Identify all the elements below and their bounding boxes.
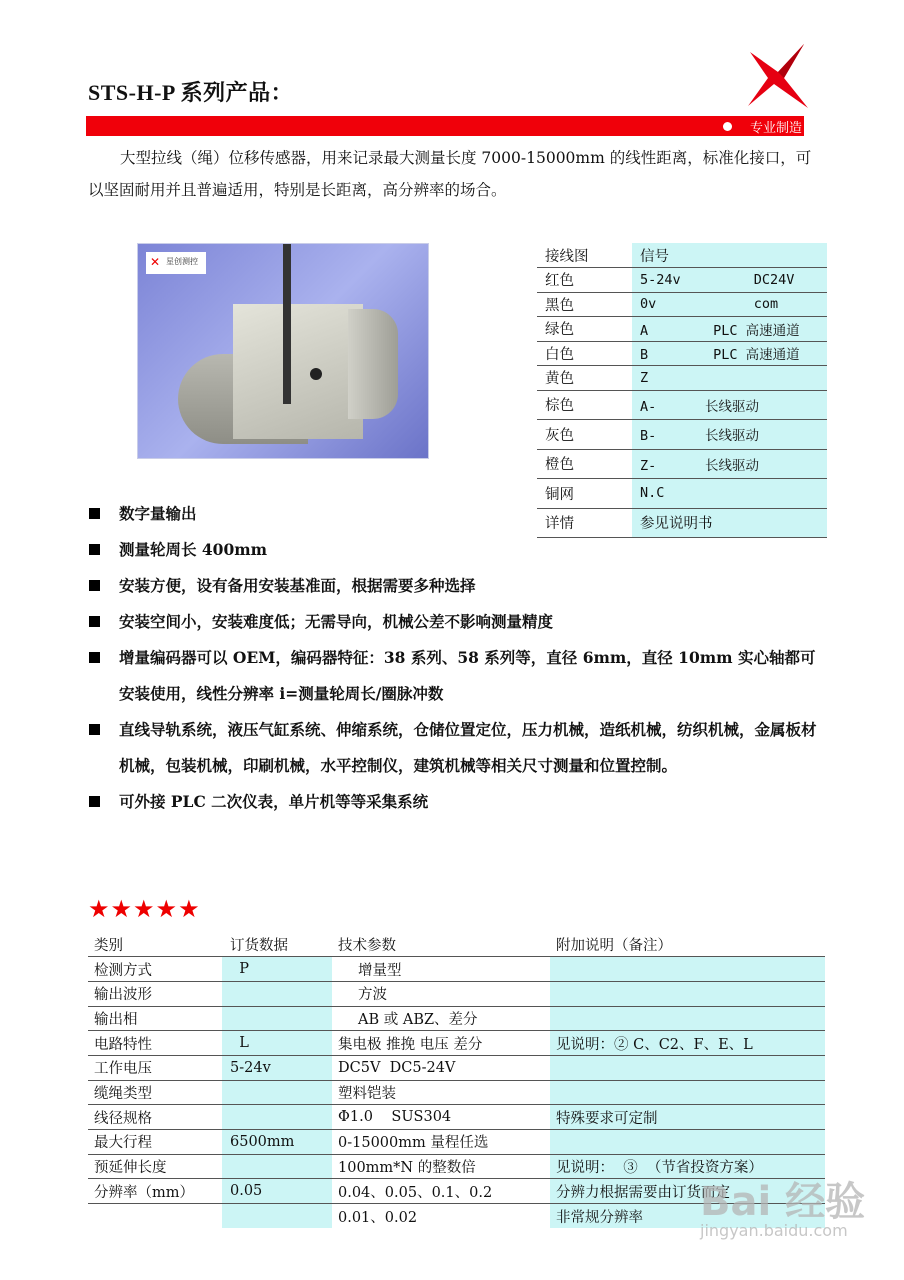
brand-logo-icon: ✕ bbox=[150, 255, 161, 269]
spec-parameter: 增量型 bbox=[332, 957, 550, 982]
wiring-header-cell: 信号 bbox=[632, 243, 827, 268]
table-row bbox=[88, 1105, 825, 1130]
feature-item: 直线导轨系统，液压气缸系统、伸缩系统，仓储位置定位，压力机械，造纸机械，纺织机械，金属板材机械，包装机械，印刷机械，水平控制仪，建筑机械等相关尺寸测量和位置控制。 bbox=[88, 712, 824, 784]
spec-parameter: Φ1.0 SUS304 bbox=[332, 1105, 550, 1130]
wire-color: 橙色 bbox=[537, 449, 632, 479]
spec-order-data bbox=[222, 1105, 332, 1130]
page-title: STS-H-P 系列产品： bbox=[88, 80, 294, 105]
wire-signal: B- 长线驱动 bbox=[632, 420, 827, 450]
photo-knob bbox=[310, 368, 322, 380]
banner-tag: 专业制造 bbox=[749, 121, 802, 136]
spec-category: 电路特性 bbox=[88, 1031, 222, 1056]
photo-brand-label bbox=[146, 252, 206, 274]
spec-note: 见说明：② C、C2、F、E、L bbox=[550, 1031, 825, 1056]
table-row bbox=[88, 1055, 825, 1080]
spec-header-row bbox=[88, 932, 825, 957]
table-row bbox=[88, 1080, 825, 1105]
table-row bbox=[88, 1006, 825, 1031]
wire-signal: Z- 长线驱动 bbox=[632, 449, 827, 479]
spec-category: 缆绳类型 bbox=[88, 1080, 222, 1105]
spec-category: 预延伸长度 bbox=[88, 1154, 222, 1179]
feature-list bbox=[88, 496, 824, 820]
wire-signal: 0v com bbox=[632, 292, 827, 317]
spec-category: 输出波形 bbox=[88, 981, 222, 1006]
spec-order-data bbox=[222, 1154, 332, 1179]
feature-item: 增量编码器可以 OEM，编码器特征：38 系列、58 系列等，直径 6mm，直径 10mm 实心轴都可安装使用，线性分辨率 i=测量轮周长/圈脉冲数 bbox=[88, 640, 824, 712]
intro-paragraph: 大型拉线（绳）位移传感器，用来记录最大测量长度 7000-15000mm 的线性距离，标准化接口，可以坚固耐用并且普遍适用，特别是长距离，高分辨率的场合。 bbox=[88, 149, 812, 199]
spec-note bbox=[550, 957, 825, 982]
spec-parameter: 方波 bbox=[332, 981, 550, 1006]
table-row bbox=[537, 317, 827, 342]
wire-color: 铜网 bbox=[537, 479, 632, 509]
wire-signal: A- 长线驱动 bbox=[632, 390, 827, 420]
spec-parameter: 0.01、0.02 bbox=[338, 1209, 418, 1226]
spec-order-data: 5-24v bbox=[222, 1055, 332, 1080]
spec-order-data bbox=[222, 1080, 332, 1105]
wire-color: 黑色 bbox=[537, 292, 632, 317]
watermark-url: jingyan.baidu.com bbox=[700, 1221, 848, 1240]
spec-note bbox=[550, 1130, 825, 1155]
wiring-table bbox=[537, 243, 827, 538]
spec-order-data: P bbox=[222, 957, 332, 982]
company-logo-icon bbox=[744, 42, 810, 112]
spec-header-cell: 订货数据 bbox=[222, 932, 332, 957]
table-row bbox=[88, 981, 825, 1006]
spec-order-data bbox=[222, 981, 332, 1006]
wire-signal: 5-24v DC24V bbox=[632, 268, 827, 293]
spec-parameter: 0.04、0.05、0.1、0.2 bbox=[332, 1179, 550, 1204]
wire-color: 绿色 bbox=[537, 317, 632, 342]
wire-color: 灰色 bbox=[537, 420, 632, 450]
wiring-header-cell: 接线图 bbox=[537, 243, 632, 268]
spec-note: 非常规分辨率 bbox=[550, 1204, 825, 1229]
spec-category: 工作电压 bbox=[88, 1055, 222, 1080]
spec-header-cell: 附加说明（备注） bbox=[550, 932, 825, 957]
header-banner bbox=[86, 116, 804, 136]
wire-color: 详情 bbox=[537, 508, 632, 538]
spec-note bbox=[550, 1006, 825, 1031]
spec-note: 分辨力根据需要由订货而定 bbox=[550, 1179, 825, 1204]
spec-order-data: 6500mm bbox=[222, 1130, 332, 1155]
spec-parameter: AB 或 ABZ、差分 bbox=[332, 1006, 550, 1031]
watermark-logo: Bai 经验 bbox=[700, 1179, 866, 1225]
spec-category: 最大行程 bbox=[88, 1130, 222, 1155]
wire-color: 棕色 bbox=[537, 390, 632, 420]
table-row bbox=[537, 449, 827, 479]
product-photo bbox=[137, 243, 429, 459]
spec-order-data: L bbox=[222, 1031, 332, 1056]
spec-parameter: 集电极 推挽 电压 差分 bbox=[332, 1031, 550, 1056]
wiring-header-row bbox=[537, 243, 827, 268]
table-row bbox=[537, 341, 827, 366]
table-row bbox=[537, 366, 827, 391]
photo-housing bbox=[233, 304, 363, 439]
spec-header-cell: 类别 bbox=[88, 932, 222, 957]
watermark bbox=[700, 1170, 865, 1240]
rating-stars: ★★★★★ bbox=[88, 895, 201, 923]
feature-item: 安装空间小，安装难度低；无需导向，机械公差不影响测量精度 bbox=[88, 604, 824, 640]
table-row bbox=[88, 1031, 825, 1056]
table-row bbox=[88, 1130, 825, 1155]
spec-note: 见说明： ③ （节省投资方案） bbox=[550, 1154, 825, 1179]
wire-signal: A PLC 高速通道 bbox=[632, 317, 827, 342]
spec-header-cell: 技术参数 bbox=[332, 932, 550, 957]
feature-item: 测量轮周长 400mm bbox=[88, 532, 824, 568]
spec-category: 分辨率（mm） bbox=[88, 1179, 222, 1204]
spec-parameter: DC5V DC5-24V bbox=[332, 1055, 550, 1080]
spec-note bbox=[550, 1080, 825, 1105]
spec-note: 特殊要求可定制 bbox=[550, 1105, 825, 1130]
table-row bbox=[88, 957, 825, 982]
spec-category: 输出相 bbox=[88, 1006, 222, 1031]
spec-order-data bbox=[222, 1204, 332, 1229]
wire-color: 红色 bbox=[537, 268, 632, 293]
feature-item: 安装方便，设有备用安装基准面，根据需要多种选择 bbox=[88, 568, 824, 604]
wire-color: 黄色 bbox=[537, 366, 632, 391]
photo-wire bbox=[283, 244, 291, 404]
spec-category bbox=[88, 1204, 222, 1229]
photo-encoder-cap bbox=[348, 309, 398, 419]
feature-item: 可外接 PLC 二次仪表，单片机等等采集系统 bbox=[88, 784, 824, 820]
photo-brand-text: 星创测控 bbox=[166, 257, 198, 266]
spec-order-data: 0.05 bbox=[222, 1179, 332, 1204]
feature-item: 数字量输出 bbox=[88, 496, 824, 532]
spec-order-data bbox=[222, 1006, 332, 1031]
wire-signal: B PLC 高速通道 bbox=[632, 341, 827, 366]
table-row bbox=[537, 268, 827, 293]
table-row bbox=[537, 390, 827, 420]
spec-category: 检测方式 bbox=[88, 957, 222, 982]
spec-parameter: 100mm*N 的整数倍 bbox=[332, 1154, 550, 1179]
spec-parameter: 0-15000mm 量程任选 bbox=[332, 1130, 550, 1155]
wire-color: 白色 bbox=[537, 341, 632, 366]
spec-category: 线径规格 bbox=[88, 1105, 222, 1130]
spec-note bbox=[550, 1055, 825, 1080]
table-row bbox=[537, 420, 827, 450]
table-row bbox=[537, 292, 827, 317]
wire-signal: N.C bbox=[632, 479, 827, 509]
wire-signal: Z bbox=[632, 366, 827, 391]
spec-note bbox=[550, 981, 825, 1006]
wire-signal: 参见说明书 bbox=[632, 508, 827, 538]
bullet-dot-icon bbox=[723, 122, 732, 131]
spec-parameter: 塑料铠装 bbox=[332, 1080, 550, 1105]
